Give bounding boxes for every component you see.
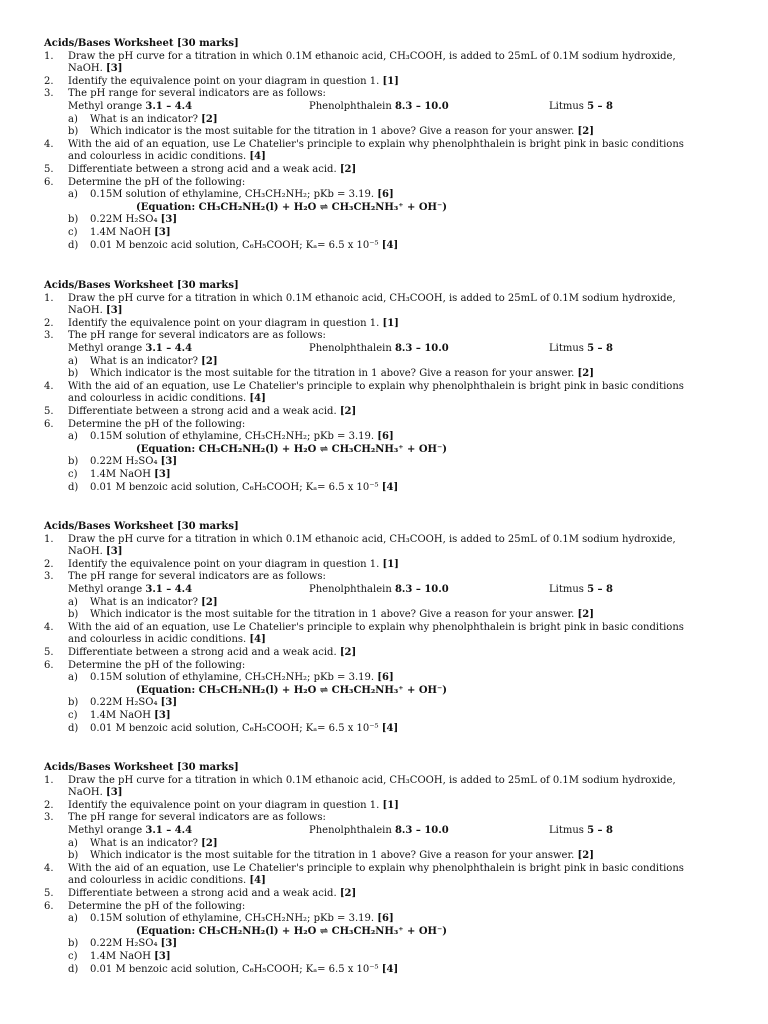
question-1 — [44, 51, 744, 64]
question-number: 2. — [44, 799, 54, 811]
question-text: NaOH. — [68, 63, 103, 75]
marks: [4] — [381, 722, 399, 734]
sub-label: d) — [68, 239, 79, 251]
question-text: NaOH. — [68, 546, 103, 558]
indicator-ranges — [44, 825, 744, 838]
sub-text: What is an indicator? — [90, 596, 198, 608]
question-text: Differentiate between a strong acid and a weak acid. — [68, 163, 337, 175]
question-6d — [44, 723, 744, 736]
question-4-continuation — [44, 393, 744, 406]
sub-label: b) — [68, 850, 79, 862]
question-4 — [44, 863, 744, 876]
sub-text: What is an indicator? — [90, 355, 198, 367]
worksheet-copy — [44, 280, 744, 494]
question-4-continuation — [44, 151, 744, 164]
question-3a — [44, 597, 744, 610]
indicator-name: Methyl orange — [68, 100, 143, 112]
indicator-name: Methyl orange — [68, 824, 143, 836]
question-text: Determine the pH of the following: — [68, 659, 246, 671]
question-text: The pH range for several indicators are as follows: — [68, 330, 326, 342]
question-text: Differentiate between a strong acid and a weak acid. — [68, 887, 337, 899]
indicator-name: Phenolphthalein — [309, 824, 392, 836]
marks: [3] — [106, 305, 123, 317]
question-4-continuation — [44, 875, 744, 888]
indicator-name: Phenolphthalein — [309, 583, 392, 595]
sub-label: d) — [68, 481, 79, 493]
question-number: 3. — [44, 88, 54, 100]
sub-label: c) — [68, 950, 78, 962]
sub-text: Which indicator is the most suitable for the titration in 1 above? Give a reason for your answer. — [90, 368, 575, 380]
sub-label: c) — [68, 709, 78, 721]
question-text: With the aid of an equation, use Le Chatelier's principle to explain why phenolphthalein is bright pink in basic conditions — [68, 138, 684, 150]
marks: [3] — [160, 456, 178, 468]
sub-label: b) — [68, 214, 79, 226]
worksheet-copy — [44, 762, 744, 976]
question-number: 3. — [44, 571, 54, 583]
question-6 — [44, 660, 744, 673]
question-3b — [44, 850, 744, 863]
indicator-name: Litmus — [549, 342, 584, 354]
question-text: Draw the pH curve for a titration in which 0.1M ethanoic acid, CH₃COOH, is added to 25mL of 0.1M sodium hydroxide, — [68, 533, 676, 545]
question-number: 6. — [44, 418, 54, 430]
question-6b — [44, 214, 744, 227]
indicator-name: Litmus — [549, 824, 584, 836]
question-number: 5. — [44, 163, 54, 175]
question-text: NaOH. — [68, 787, 103, 799]
marks: [6] — [377, 913, 394, 925]
marks: [2] — [339, 887, 357, 899]
sub-label: a) — [68, 431, 78, 443]
sub-label: d) — [68, 722, 79, 734]
question-6 — [44, 177, 744, 190]
question-4 — [44, 622, 744, 635]
indicator-name: Phenolphthalein — [309, 100, 392, 112]
question-text: NaOH. — [68, 305, 103, 317]
question-4-continuation — [44, 634, 744, 647]
question-1 — [44, 293, 744, 306]
question-text: and colourless in acidic conditions. — [68, 875, 247, 887]
indicator-name: Methyl orange — [68, 342, 143, 354]
question-6a — [44, 913, 744, 926]
sub-text: 0.15M solution of ethylamine, CH₃CH₂NH₂; pKb = 3.19. — [90, 913, 375, 925]
question-1-continuation — [44, 787, 744, 800]
question-number: 2. — [44, 317, 54, 329]
marks: [6] — [377, 672, 394, 684]
sub-text: 0.22M H₂SO₄ — [90, 456, 158, 468]
question-2 — [44, 800, 744, 813]
indicator-3 — [549, 584, 613, 597]
question-5 — [44, 888, 744, 901]
question-1-continuation — [44, 305, 744, 318]
indicator-range: 3.1 – 4.4 — [145, 100, 193, 112]
marks: [6] — [377, 189, 394, 201]
question-number: 2. — [44, 75, 54, 87]
sub-label: c) — [68, 226, 78, 238]
ethylamine-equation: (Equation: CH₃CH₂NH₂(l) + H₂O ⇌ CH₃CH₂NH₃⁺ + OH⁻) — [136, 201, 447, 213]
indicator-3 — [549, 825, 613, 838]
question-6c — [44, 227, 744, 240]
sub-text: 1.4M NaOH — [90, 468, 151, 480]
sub-text: 0.15M solution of ethylamine, CH₃CH₂NH₂; pKb = 3.19. — [90, 672, 375, 684]
indicator-ranges — [44, 343, 744, 356]
question-number: 2. — [44, 558, 54, 570]
question-1-continuation — [44, 546, 744, 559]
marks: [2] — [339, 405, 357, 417]
worksheet-title: Acids/Bases Worksheet [30 marks] — [44, 521, 239, 532]
sub-label: b) — [68, 697, 79, 709]
marks: [2] — [577, 126, 594, 138]
ethylamine-equation: (Equation: CH₃CH₂NH₂(l) + H₂O ⇌ CH₃CH₂NH₃⁺ + OH⁻) — [136, 684, 447, 696]
question-text: With the aid of an equation, use Le Chatelier's principle to explain why phenolphthalein is bright pink in basic conditions — [68, 862, 684, 874]
indicator-3 — [549, 101, 613, 114]
sub-label: a) — [68, 355, 78, 367]
question-2 — [44, 76, 744, 89]
question-6 — [44, 419, 744, 432]
indicator-ranges — [44, 584, 744, 597]
question-text: With the aid of an equation, use Le Chatelier's principle to explain why phenolphthalein is bright pink in basic conditions — [68, 621, 684, 633]
sub-text: 1.4M NaOH — [90, 226, 151, 238]
marks: [4] — [381, 481, 399, 493]
question-text: Identify the equivalence point on your diagram in question 1. — [68, 558, 380, 570]
marks: [3] — [154, 950, 171, 962]
question-text: The pH range for several indicators are as follows: — [68, 88, 326, 100]
sub-label: b) — [68, 609, 79, 621]
question-2 — [44, 559, 744, 572]
question-number: 5. — [44, 887, 54, 899]
indicator-1 — [68, 825, 192, 838]
sub-label: b) — [68, 456, 79, 468]
marks: [3] — [160, 697, 178, 709]
question-3 — [44, 330, 744, 343]
marks: [3] — [154, 468, 171, 480]
sub-text: 0.15M solution of ethylamine, CH₃CH₂NH₂; pKb = 3.19. — [90, 189, 375, 201]
question-3 — [44, 571, 744, 584]
sub-label: a) — [68, 596, 78, 608]
marks: [1] — [382, 75, 399, 87]
sub-text: 1.4M NaOH — [90, 709, 151, 721]
question-3a — [44, 114, 744, 127]
worksheet-title: Acids/Bases Worksheet [30 marks] — [44, 280, 239, 291]
sub-text: 0.22M H₂SO₄ — [90, 214, 158, 226]
indicator-range: 3.1 – 4.4 — [145, 583, 193, 595]
marks: [2] — [201, 837, 218, 849]
sub-label: a) — [68, 672, 78, 684]
sub-label: c) — [68, 468, 78, 480]
indicator-name: Litmus — [549, 583, 584, 595]
question-6b — [44, 938, 744, 951]
question-text: Draw the pH curve for a titration in which 0.1M ethanoic acid, CH₃COOH, is added to 25mL of 0.1M sodium hydroxide, — [68, 774, 676, 786]
sub-text: 0.22M H₂SO₄ — [90, 938, 158, 950]
sub-text: Which indicator is the most suitable for the titration in 1 above? Give a reason for your answer. — [90, 609, 575, 621]
question-number: 5. — [44, 646, 54, 658]
marks: [1] — [382, 317, 399, 329]
question-2 — [44, 318, 744, 331]
indicator-3 — [549, 343, 613, 356]
question-number: 3. — [44, 812, 54, 824]
question-text: and colourless in acidic conditions. — [68, 151, 247, 163]
indicator-range: 3.1 – 4.4 — [145, 342, 193, 354]
marks: [3] — [106, 787, 123, 799]
question-3b — [44, 126, 744, 139]
question-6d — [44, 482, 744, 495]
indicator-range: 8.3 – 10.0 — [394, 583, 449, 595]
question-3 — [44, 88, 744, 101]
question-text: Draw the pH curve for a titration in which 0.1M ethanoic acid, CH₃COOH, is added to 25mL of 0.1M sodium hydroxide, — [68, 50, 676, 62]
marks: [1] — [382, 558, 399, 570]
question-6b — [44, 456, 744, 469]
question-6c — [44, 469, 744, 482]
marks: [4] — [249, 151, 266, 163]
marks: [3] — [106, 546, 123, 558]
question-5 — [44, 164, 744, 177]
marks: [3] — [160, 938, 178, 950]
sub-label: b) — [68, 126, 79, 138]
indicator-name: Litmus — [549, 100, 584, 112]
question-number: 3. — [44, 330, 54, 342]
question-number: 6. — [44, 659, 54, 671]
indicator-range: 5 – 8 — [587, 583, 613, 595]
question-4 — [44, 381, 744, 394]
question-number: 4. — [44, 621, 54, 633]
question-text: Differentiate between a strong acid and a weak acid. — [68, 405, 337, 417]
question-6c — [44, 951, 744, 964]
indicator-range: 8.3 – 10.0 — [394, 342, 449, 354]
indicator-range: 3.1 – 4.4 — [145, 824, 193, 836]
question-text: Differentiate between a strong acid and a weak acid. — [68, 646, 337, 658]
indicator-ranges — [44, 101, 744, 114]
indicator-name: Phenolphthalein — [309, 342, 392, 354]
question-6 — [44, 901, 744, 914]
question-text: Identify the equivalence point on your diagram in question 1. — [68, 75, 380, 87]
marks: [3] — [106, 63, 123, 75]
marks: [2] — [339, 646, 357, 658]
marks: [2] — [577, 850, 594, 862]
question-3a — [44, 356, 744, 369]
indicator-1 — [68, 101, 192, 114]
question-number: 1. — [44, 774, 54, 786]
question-3b — [44, 368, 744, 381]
sub-text: What is an indicator? — [90, 837, 198, 849]
question-5 — [44, 647, 744, 660]
question-6d — [44, 964, 744, 977]
marks: [2] — [577, 368, 594, 380]
question-text: With the aid of an equation, use Le Chatelier's principle to explain why phenolphthalein is bright pink in basic conditions — [68, 380, 684, 392]
question-1 — [44, 534, 744, 547]
question-6a — [44, 189, 744, 202]
question-text: Determine the pH of the following: — [68, 900, 246, 912]
sub-label: a) — [68, 837, 78, 849]
worksheet-title: Acids/Bases Worksheet [30 marks] — [44, 38, 239, 49]
ethylamine-equation: (Equation: CH₃CH₂NH₂(l) + H₂O ⇌ CH₃CH₂NH₃⁺ + OH⁻) — [136, 925, 447, 937]
indicator-1 — [68, 343, 192, 356]
question-text: and colourless in acidic conditions. — [68, 634, 247, 646]
sub-text: Which indicator is the most suitable for the titration in 1 above? Give a reason for your answer. — [90, 850, 575, 862]
marks: [2] — [339, 163, 357, 175]
question-number: 6. — [44, 900, 54, 912]
question-number: 4. — [44, 138, 54, 150]
indicator-range: 5 – 8 — [587, 342, 613, 354]
question-number: 4. — [44, 380, 54, 392]
marks: [2] — [577, 609, 594, 621]
indicator-2 — [309, 584, 449, 597]
question-6d — [44, 240, 744, 253]
marks: [4] — [249, 875, 266, 887]
ethylamine-equation: (Equation: CH₃CH₂NH₂(l) + H₂O ⇌ CH₃CH₂NH₃⁺ + OH⁻) — [136, 443, 447, 455]
question-text: Identify the equivalence point on your diagram in question 1. — [68, 317, 380, 329]
marks: [4] — [381, 963, 399, 975]
sub-label: b) — [68, 938, 79, 950]
sub-label: a) — [68, 913, 78, 925]
question-text: and colourless in acidic conditions. — [68, 393, 247, 405]
sub-label: a) — [68, 189, 78, 201]
question-6b — [44, 697, 744, 710]
sub-text: 0.01 M benzoic acid solution, C₆H₅COOH; Kₐ= 6.5 x 10⁻⁵ — [90, 239, 379, 251]
sub-text: 0.01 M benzoic acid solution, C₆H₅COOH; Kₐ= 6.5 x 10⁻⁵ — [90, 963, 379, 975]
marks: [1] — [382, 799, 399, 811]
question-text: Determine the pH of the following: — [68, 418, 246, 430]
indicator-range: 5 – 8 — [587, 824, 613, 836]
marks: [3] — [160, 214, 178, 226]
sub-text: 0.15M solution of ethylamine, CH₃CH₂NH₂; pKb = 3.19. — [90, 431, 375, 443]
marks: [4] — [249, 634, 266, 646]
question-number: 1. — [44, 533, 54, 545]
question-3b — [44, 609, 744, 622]
question-4 — [44, 139, 744, 152]
question-5 — [44, 406, 744, 419]
marks: [6] — [377, 431, 394, 443]
sub-text: 1.4M NaOH — [90, 950, 151, 962]
indicator-range: 8.3 – 10.0 — [394, 100, 449, 112]
indicator-name: Methyl orange — [68, 583, 143, 595]
question-text: The pH range for several indicators are as follows: — [68, 571, 326, 583]
question-number: 1. — [44, 292, 54, 304]
question-3a — [44, 838, 744, 851]
question-6a — [44, 672, 744, 685]
question-3 — [44, 812, 744, 825]
marks: [2] — [201, 355, 218, 367]
sub-text: 0.01 M benzoic acid solution, C₆H₅COOH; Kₐ= 6.5 x 10⁻⁵ — [90, 481, 379, 493]
worksheet-copy — [44, 38, 744, 252]
question-number: 1. — [44, 50, 54, 62]
marks: [4] — [249, 393, 266, 405]
sub-text: Which indicator is the most suitable for the titration in 1 above? Give a reason for your answer. — [90, 126, 575, 138]
worksheet-copy — [44, 521, 744, 735]
sub-label: a) — [68, 113, 78, 125]
question-number: 4. — [44, 862, 54, 874]
indicator-1 — [68, 584, 192, 597]
indicator-range: 8.3 – 10.0 — [394, 824, 449, 836]
sub-label: d) — [68, 963, 79, 975]
sub-text: 0.22M H₂SO₄ — [90, 697, 158, 709]
question-6c — [44, 710, 744, 723]
marks: [2] — [201, 596, 218, 608]
question-text: Draw the pH curve for a titration in which 0.1M ethanoic acid, CH₃COOH, is added to 25mL of 0.1M sodium hydroxide, — [68, 292, 676, 304]
marks: [3] — [154, 226, 171, 238]
question-text: The pH range for several indicators are as follows: — [68, 812, 326, 824]
sub-label: b) — [68, 368, 79, 380]
marks: [4] — [381, 239, 399, 251]
indicator-2 — [309, 825, 449, 838]
indicator-range: 5 – 8 — [587, 100, 613, 112]
question-text: Determine the pH of the following: — [68, 176, 246, 188]
question-number: 6. — [44, 176, 54, 188]
indicator-2 — [309, 101, 449, 114]
worksheet-title: Acids/Bases Worksheet [30 marks] — [44, 762, 239, 773]
question-6a — [44, 431, 744, 444]
question-text: Identify the equivalence point on your diagram in question 1. — [68, 799, 380, 811]
sub-text: 0.01 M benzoic acid solution, C₆H₅COOH; Kₐ= 6.5 x 10⁻⁵ — [90, 722, 379, 734]
question-number: 5. — [44, 405, 54, 417]
marks: [2] — [201, 113, 218, 125]
marks: [3] — [154, 709, 171, 721]
question-1-continuation — [44, 63, 744, 76]
question-1 — [44, 775, 744, 788]
sub-text: What is an indicator? — [90, 113, 198, 125]
indicator-2 — [309, 343, 449, 356]
